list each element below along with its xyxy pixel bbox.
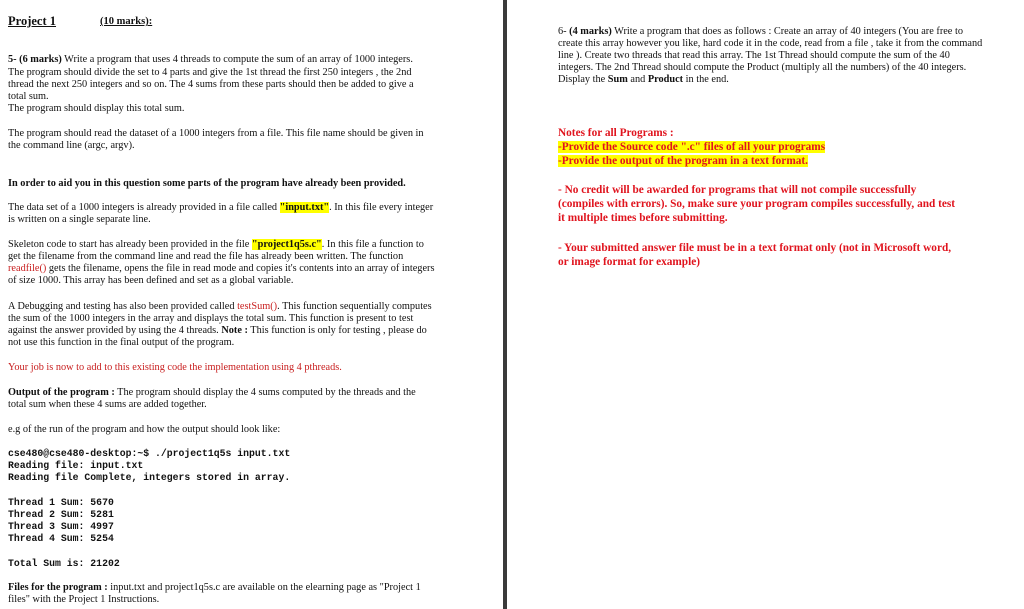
credit-line2: (compiles with errors). So, make sure your program compiles successfully, and test [558, 198, 956, 210]
q5-line3: thread the next 250 integers and so on. The 4 sums from these parts should then be added to give a [8, 79, 414, 90]
thread-sum-3: Thread 3 Sum: 4997 [8, 521, 114, 532]
skeleton-file-highlight: "project1q5s.c" [251, 239, 322, 250]
output-line2: total sum when these 4 sums are added together. [8, 399, 207, 410]
q6-line2: create this array however you like, hard code it in the code, read from a file , take it from the command [558, 38, 983, 49]
thread-sum-4: Thread 4 Sum: 5254 [8, 533, 114, 544]
data-line1: The data set of a 1000 integers is already provided in a file called "input.txt". In this file every integer [8, 202, 434, 213]
debug-line4: not use this function in the final output of the program. [8, 337, 235, 348]
job-line: Your job is now to add to this existing code the implementation using 4 pthreads. [8, 362, 342, 373]
readfile-function: readfile() [8, 263, 47, 274]
read-line2: the command line (argc, argv). [8, 140, 135, 151]
console-line-3: Reading file Complete, integers stored in array. [8, 472, 291, 483]
notes-item-output: -Provide the output of the program in a text format. [558, 155, 808, 167]
aid-heading: In order to aid you in this question some parts of the program have already been provided. [8, 178, 406, 189]
testsum-function: testSum() [237, 301, 278, 312]
credit-line1: - No credit will be awarded for programs that will not compile successfully [558, 184, 917, 196]
thread-sum-2: Thread 2 Sum: 5281 [8, 509, 114, 520]
project-marks: (10 marks): [100, 16, 153, 27]
files-line2: files" with the Project 1 Instructions. [8, 594, 160, 605]
debug-line1: A Debugging and testing has also been provided called testSum(). This function sequentially computes [8, 301, 432, 312]
q6-line1: 6- (4 marks) Write a program that does as follows : Create an array of 40 integers (You are free to [558, 26, 963, 37]
console-line-1: cse480@cse480-desktop:~$ ./project1q5s input.txt [8, 448, 291, 459]
notes-item-source: -Provide the Source code ".c" files of all your programs [558, 141, 826, 153]
right-page [510, 0, 1024, 609]
output-line1: Output of the program : The program should display the 4 sums computed by the threads and the [8, 387, 416, 398]
q5-line1: 5- (6 marks) Write a program that uses 4 threads to compute the sum of an array of 1000 integers. [8, 54, 413, 65]
q6-line4: integers. The 2nd Thread should compute the Product (multiply all the numbers) of the 40 integers. [558, 62, 967, 73]
left-page [0, 0, 500, 609]
thread-sum-1: Thread 1 Sum: 5670 [8, 497, 114, 508]
q6-line5: Display the Sum and Product in the end. [558, 74, 729, 85]
debug-line3: against the answer provided by using the 4 threads. Note : This function is only for testing , please do [8, 325, 427, 336]
data-line2: is written on a single separate line. [8, 214, 151, 225]
q5-line4: total sum. [8, 91, 49, 102]
skel-line1: Skeleton code to start has already been provided in the file "project1q5s.c". In this file a function to [8, 239, 424, 250]
q6-line3: line ). Create two threads that read this array. The 1st Thread should compute the sum of the 40 [558, 50, 950, 61]
q5-line2: The program should divide the set to 4 parts and give the 1st thread the first 250 integers , the 2nd [8, 67, 412, 78]
files-line1: Files for the program : input.txt and project1q5s.c are available on the elearning page as "Project 1 [8, 582, 421, 593]
skel-line2: get the filename from the command line and read the file has already been written. The function [8, 251, 404, 262]
debug-line2: the sum of the 1000 integers in the array and displays the total sum. This function is present to test [8, 313, 414, 324]
format-line2: or image format for example) [558, 256, 700, 268]
q5-line5: The program should display this total sum. [8, 103, 185, 114]
console-line-2: Reading file: input.txt [8, 460, 144, 471]
notes-heading: Notes for all Programs : [558, 127, 674, 139]
credit-line3: it multiple times before submitting. [558, 212, 728, 224]
example-line: e.g of the run of the program and how the output should look like: [8, 424, 281, 435]
input-file-highlight: "input.txt" [279, 202, 330, 213]
format-line1: - Your submitted answer file must be in a text format only (not in Microsoft word, [558, 242, 952, 254]
read-line1: The program should read the dataset of a 1000 integers from a file. This file name should be given in [8, 128, 424, 139]
page-divider [503, 0, 507, 609]
skel-line4: of size 1000. This array has been defined and set as a global variable. [8, 275, 294, 286]
skel-line3: readfile() gets the filename, opens the file in read mode and copies it's contents into an array of integers [8, 263, 435, 274]
project-title: Project 1 [8, 14, 57, 28]
total-sum: Total Sum is: 21202 [8, 558, 120, 569]
